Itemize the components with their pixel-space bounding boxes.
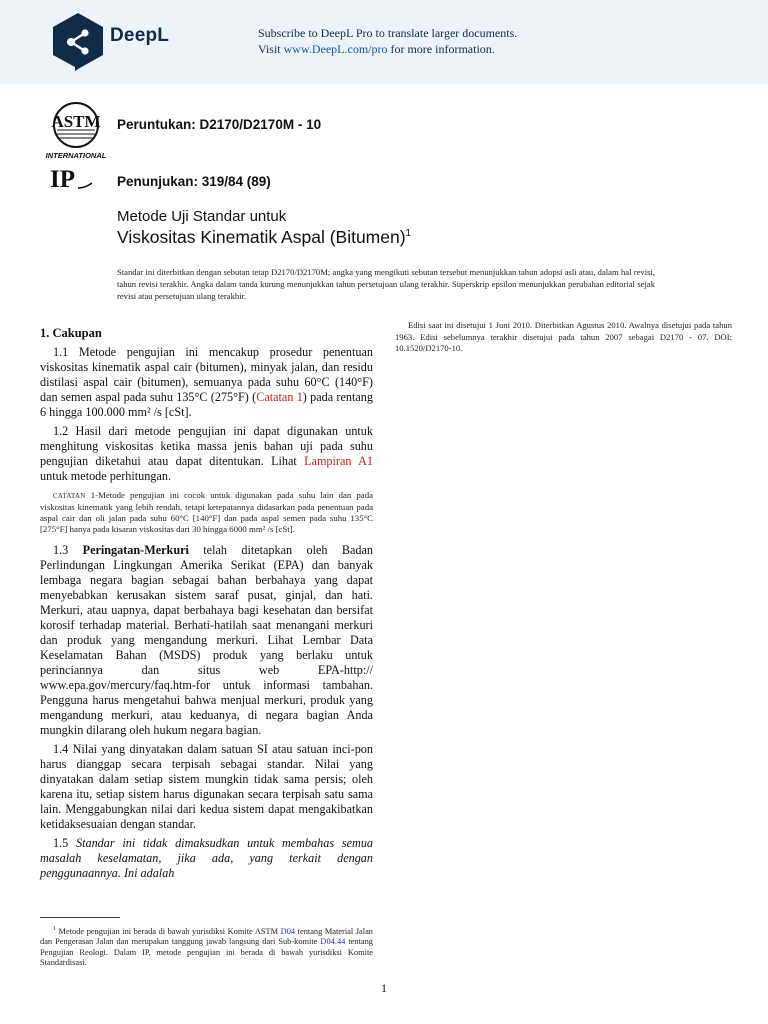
subscribe-line: Subscribe to DeepL Pro to translate larger documents. [258, 26, 518, 40]
title-line-1: Metode Uji Standar untuk [117, 208, 287, 225]
page-number: 1 [381, 981, 387, 995]
committee-d04-link[interactable]: D04 [280, 926, 296, 936]
mercury-warning-label: Peringatan-Merkuri [82, 543, 189, 557]
deepl-pro-link[interactable]: www.DeepL.com/pro [283, 42, 388, 56]
ip-logo-icon [48, 166, 94, 192]
designation-ip: Penunjukan: 319/84 (89) [117, 174, 271, 189]
p12-text-b: untuk metode perhitungan. [40, 469, 171, 483]
footnote-divider [40, 917, 120, 918]
note-caption: CATATAN [53, 493, 86, 500]
p12-text-a: 1.2 Hasil dari metode pengujian ini dapat digunakan untuk menghitung viskositas ketika massa jenis bahan uji pada suhu pengujian diketahui atau dapat ditentukan. Lihat [40, 424, 373, 468]
paragraph-1-2 [40, 424, 373, 484]
visit-prefix: Visit [258, 42, 284, 56]
visit-suffix: for more information. [387, 42, 495, 56]
paragraph-1-1 [40, 345, 373, 420]
paragraph-1-3 [40, 543, 373, 738]
deepl-banner [0, 0, 768, 84]
paragraph-1-5 [40, 836, 373, 881]
p15-number: 1.5 [53, 836, 76, 850]
designation-astm: Peruntukan: D2170/D2170M - 10 [117, 117, 322, 132]
subscribe-message [258, 25, 517, 57]
note-1-link[interactable]: Catatan 1 [256, 390, 303, 404]
edition-note-text: Edisi saat ini disetujui 1 Juni 2010. Diterbitkan Agustus 2010. Awalnya disetujui pada tahun 1963. Edisi sebelumnya terakhir disetujui pada tahun 2007 sebagai D2170 - 07. DOI: 10.1520/D2170-10. [395, 320, 732, 353]
note-1-text: 1-Metode pengujian ini cocok untuk digunakan pada suhu lain dan pada viskositas kinematik yang lebih rendah, tetapi ketepatannya didasarkan pada penentuan pada aspal cair dan oli jalan pada suhu 60°C [140°F] dan pada aspal semen pada suhu 135°C [275°F] hanya pada kisaran viskositas dari 30 hingga 6000 mm² /s [cSt]. [40, 490, 373, 534]
title-footnote-ref[interactable]: 1 [405, 228, 412, 239]
paragraph-1-4: 1.4 Nilai yang dinyatakan dalam satuan SI atau satuan inci-pon harus dianggap secara terpisah sebagai standar. Nilai yang dinyatakan dalam setiap sistem mungkin tidak sama persis; oleh karena itu, setiap sistem harus digunakan secara terpisah satu sama lain. Menggabungkan nilai dari kedua sistem dapat mengakibatkan ketidaksesuaian dengan standar. [40, 742, 373, 831]
deepl-logo-icon[interactable] [49, 11, 107, 73]
deepl-brand-name: DeepL [110, 25, 170, 46]
footnote-marker: 1 [53, 926, 56, 932]
p11-text-b: ) pada rentang 6 hingga 100.000 mm² /s [cSt]. [40, 390, 373, 419]
footnote-text-1: Metode pengujian ini berada di bawah yurisdiksi Komite ASTM [56, 926, 281, 936]
p13-text: telah ditetapkan oleh Badan Perlindungan Lingkungan Amerika Serikat (EPA) dan banyak lembaga negara bagian sebagai bahan berbahaya yang dapat menyebabkan kerusakan sistem saraf pusat, ginjal, dan hati. Merkuri, atau uapnya, dapat berbahaya bagi kesehatan dan bersifat korosif terhadap material. Berhati-hatilah saat menangani merkuri dan produk yang mengandung merkuri. Lihat Lembar Data Keselamatan Bahan (MSDS) produk yang berlaku untuk perinciannya dan situs web EPA-http:// www.epa.gov/mercury/faq.htm-for untuk informasi tambahan. Pengguna harus mengetahui bahwa menjual merkuri, produk yang mengandung merkuri, atau keduanya, di negara bagian Anda mungkin dilarang oleh hukum negara bagian. [40, 543, 373, 737]
footnote-1 [40, 924, 373, 969]
section-heading: 1. Cakupan [40, 326, 102, 340]
left-column [40, 326, 373, 885]
visit-line [258, 41, 517, 57]
p15-italic-text: Standar ini tidak dimaksudkan untuk membahas semua masalah keselamatan, jika ada, yang terkait dengan penggunaannya. Ini adalah [40, 836, 374, 880]
footnote-text-3: tentang Pengujian Reologi. Dalam IP, metode pengujian ini berada di bawah yurisdiksi Komite Standardisasi. [40, 937, 373, 968]
note-1 [40, 490, 373, 535]
svg-text:ASTM: ASTM [51, 112, 101, 131]
astm-logo-text: INTERNATIONAL [45, 151, 107, 160]
title-line-2: Viskositas Kinematik Aspal (Bitumen) [117, 227, 406, 247]
p13-number: 1.3 [53, 543, 83, 557]
astm-logo-icon [42, 100, 110, 162]
edition-note [395, 320, 732, 355]
footnote-text-2: tentang Material Jalan dan Pengerasan Jalan dan merupakan tanggung jawab langsung dari Sub-komite [40, 926, 373, 947]
appendix-a1-link[interactable]: Lampiran A1 [304, 454, 373, 468]
intro-paragraph: Standar ini diterbitkan dengan sebutan tetap D2170/D2170M; angka yang mengikuti sebutan tersebut menunjukkan tahun adopsi asli atau, dalam hal revisi, tahun revisi terakhir. Angka dalam tanda kurung menunjukkan tahun persetujuan ulang terakhir. Superskrip epsilon menunjukkan perubahan editorial sejak revisi atau persetujuan ulang terakhir. [117, 267, 655, 301]
document-title [117, 227, 411, 248]
p11-text-a: 1.1 Metode pengujian ini mencakup prosedur penentuan viskositas kinematik aspal cair (bitumen), minyak jalan, dan residu distilasi aspal cair (bitumen), semuanya pada suhu 60°C (140°F) dan semen aspal pada suhu 135°C (275°F) ( [40, 345, 373, 404]
svg-text:IP: IP [50, 166, 75, 192]
subcommittee-d0444-link[interactable]: D04.44 [320, 937, 346, 947]
